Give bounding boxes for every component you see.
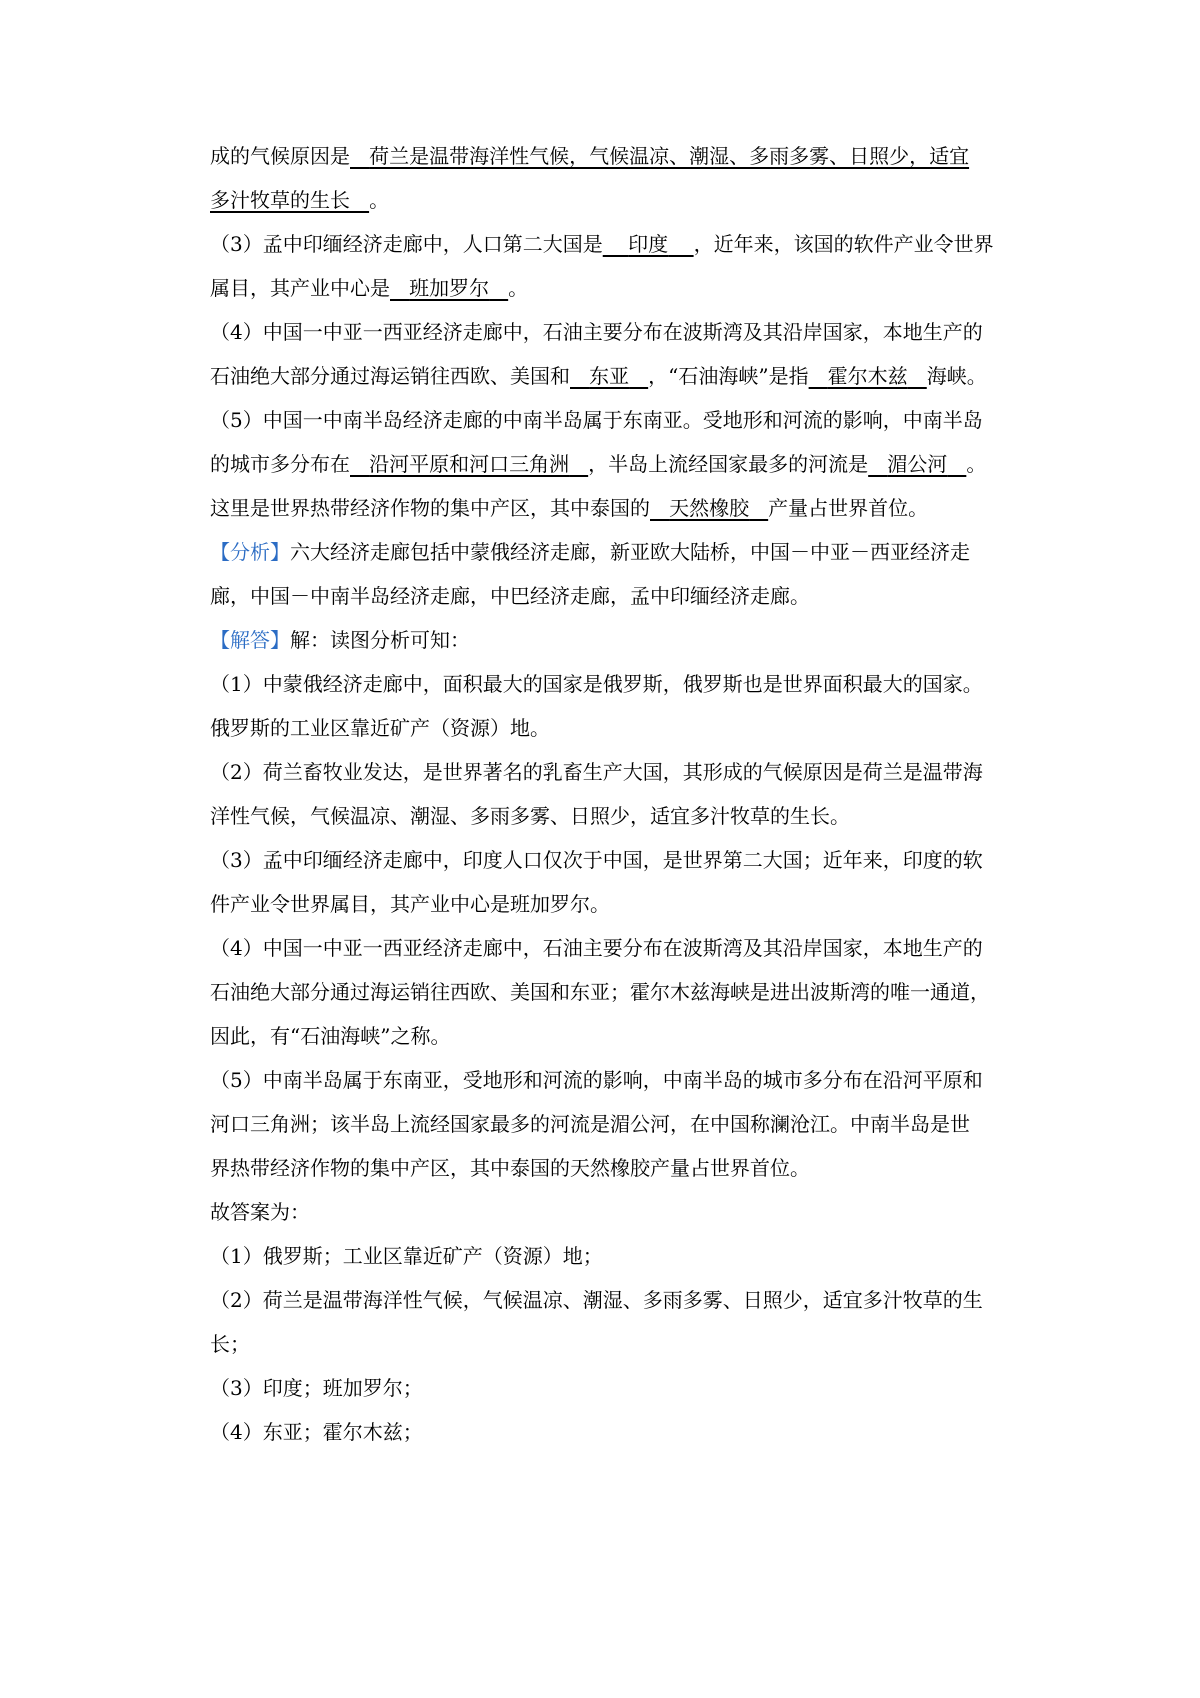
text-span: 这里是世界热带经济作物的集中产区，其中泰国的 <box>210 496 650 520</box>
text-line: （5）中南半岛属于东南亚，受地形和河流的影响，中南半岛的城市多分布在沿河平原和 <box>210 1068 983 1092</box>
answer-blank <box>390 276 508 300</box>
text-line <box>210 450 986 478</box>
text-span: 解：读图分析可知： <box>290 628 470 652</box>
answer-blank <box>570 364 648 388</box>
text-line: 河口三角洲；该半岛上流经国家最多的河流是湄公河，在中国称澜沧江。中南半岛是世 <box>210 1112 970 1136</box>
text-line: 界热带经济作物的集中产区，其中泰国的天然橡胶产量占世界首位。 <box>210 1156 810 1180</box>
text-line: （4）东亚；霍尔木兹； <box>210 1420 423 1444</box>
answer-blank <box>868 452 966 476</box>
answer-text: 东亚 <box>589 364 630 388</box>
text-span: 的城市多分布在 <box>210 452 350 476</box>
answer-blank <box>350 144 969 168</box>
text-span: 属目，其产业中心是 <box>210 276 390 300</box>
answer-text: 霍尔木兹 <box>827 364 908 388</box>
text-span: ，“石油海峡”是指 <box>648 364 809 388</box>
text-line: （4）中国一中亚一西亚经济走廊中，石油主要分布在波斯湾及其沿岸国家，本地生产的 <box>210 936 983 960</box>
answer-line <box>210 626 470 654</box>
analysis-line <box>210 538 970 566</box>
text-span: 石油绝大部分通过海运销往西欧、美国和 <box>210 364 570 388</box>
text-line <box>210 142 969 170</box>
text-line <box>210 274 528 302</box>
text-line: 廊，中国－中南半岛经济走廊，中巴经济走廊，孟中印缅经济走廊。 <box>210 584 810 608</box>
answer-blank <box>210 188 369 212</box>
text-line: 故答案为： <box>210 1200 310 1224</box>
text-line: （3）孟中印缅经济走廊中，印度人口仅次于中国，是世界第二大国；近年来，印度的软 <box>210 848 983 872</box>
answer-text: 沿河平原和河口三角洲 <box>369 452 570 476</box>
text-line: 俄罗斯的工业区靠近矿产（资源）地。 <box>210 716 550 740</box>
text-line: 石油绝大部分通过海运销往西欧、美国和东亚；霍尔木兹海峡是进出波斯湾的唯一通道， <box>210 980 990 1004</box>
answer-tag: 【解答】 <box>210 628 290 652</box>
text-line: （2）荷兰是温带海洋性气候，气候温凉、潮湿、多雨多雾、日照少，适宜多汁牧草的生 <box>210 1288 983 1312</box>
text-span: 。 <box>508 276 529 300</box>
text-span: ，近年来，该国的软件产业令世界 <box>693 232 994 256</box>
text-line <box>210 186 389 214</box>
text-line: （4）中国一中亚一西亚经济走廊中，石油主要分布在波斯湾及其沿岸国家，本地生产的 <box>210 320 983 344</box>
text-line: 洋性气候，气候温凉、潮湿、多雨多雾、日照少，适宜多汁牧草的生长。 <box>210 804 850 828</box>
text-line <box>210 494 928 522</box>
text-line: 件产业令世界属目，其产业中心是班加罗尔。 <box>210 892 610 916</box>
answer-blank <box>650 496 768 520</box>
answer-text: 湄公河 <box>887 452 948 476</box>
text-line <box>210 230 994 258</box>
text-span: 产量占世界首位。 <box>768 496 929 520</box>
text-line: 长； <box>210 1332 250 1356</box>
answer-blank <box>603 232 694 256</box>
answer-blank <box>809 364 927 388</box>
text-line <box>210 362 987 390</box>
text-line: （1）俄罗斯；工业区靠近矿产（资源）地； <box>210 1244 603 1268</box>
answer-text: 天然橡胶 <box>669 496 750 520</box>
text-span: 成的气候原因是 <box>210 144 350 168</box>
answer-blank <box>350 452 588 476</box>
text-span: （3）孟中印缅经济走廊中，人口第二大国是 <box>210 232 603 256</box>
answer-text: 班加罗尔 <box>409 276 490 300</box>
analysis-tag: 【分析】 <box>210 540 290 564</box>
answer-text: 印度 <box>628 232 669 256</box>
text-span: 六大经济走廊包括中蒙俄经济走廊，新亚欧大陆桥，中国－中亚－西亚经济走 <box>290 540 970 564</box>
text-span: ，半岛上流经国家最多的河流是 <box>588 452 869 476</box>
text-line: （3）印度；班加罗尔； <box>210 1376 423 1400</box>
text-line: 因此，有“石油海峡”之称。 <box>210 1024 451 1048</box>
answer-text: 荷兰是温带海洋性气候，气候温凉、潮湿、多雨多雾、日照少，适宜 <box>369 144 970 168</box>
answer-text: 多汁牧草的生长 <box>210 188 350 212</box>
text-span: 。 <box>369 188 390 212</box>
text-line: （1）中蒙俄经济走廊中，面积最大的国家是俄罗斯，俄罗斯也是世界面积最大的国家。 <box>210 672 983 696</box>
text-span: 。 <box>966 452 987 476</box>
text-line: （5）中国一中南半岛经济走廊的中南半岛属于东南亚。受地形和河流的影响，中南半岛 <box>210 408 983 432</box>
text-line: （2）荷兰畜牧业发达，是世界著名的乳畜生产大国，其形成的气候原因是荷兰是温带海 <box>210 760 983 784</box>
text-span: 海峡。 <box>926 364 987 388</box>
